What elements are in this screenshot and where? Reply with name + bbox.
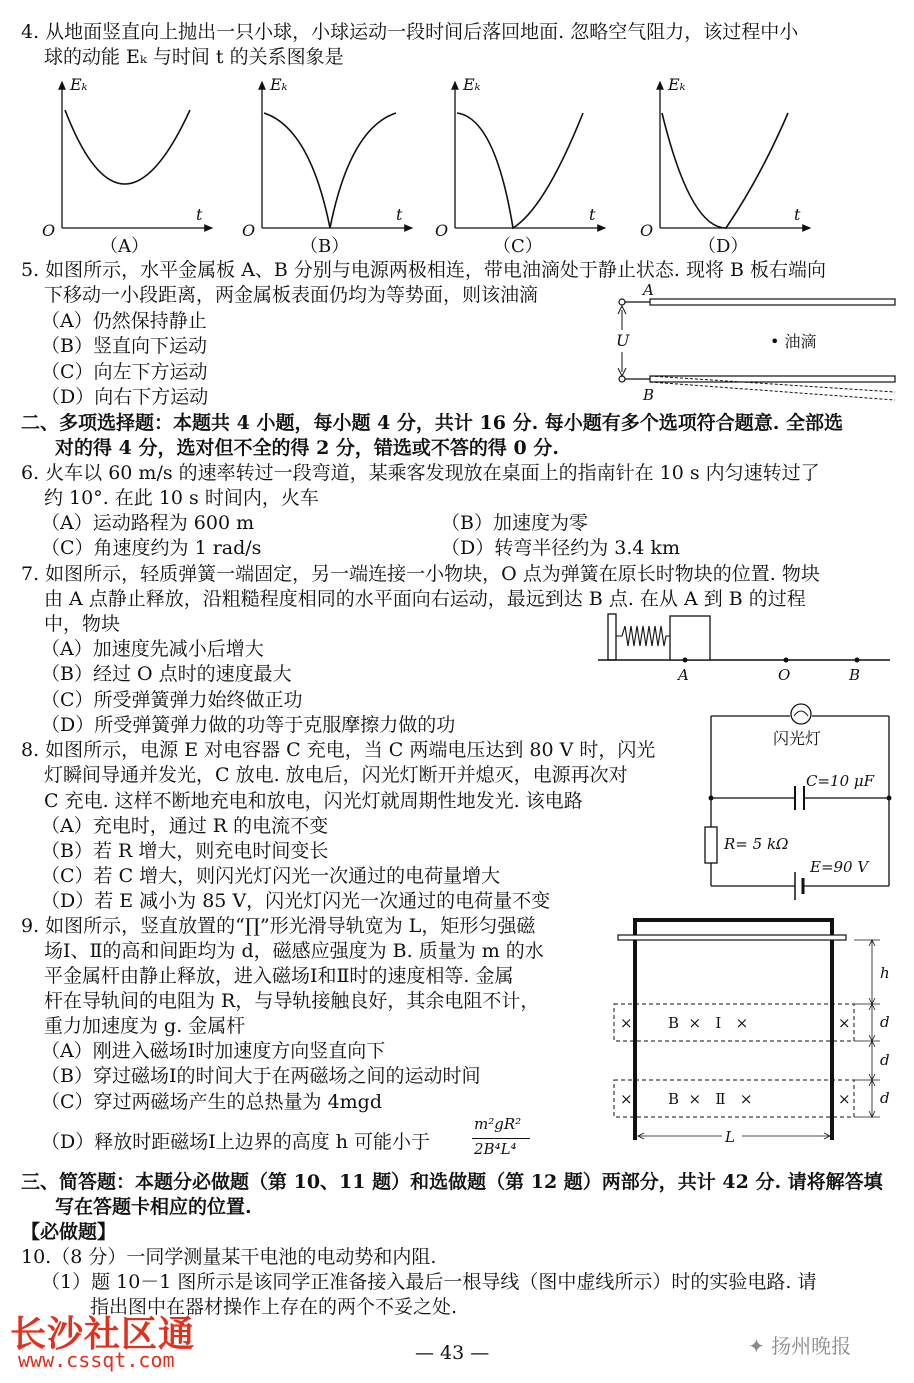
q4-graph-label: （B） — [300, 236, 350, 257]
q6-stem-line2: 约 10°. 在此 10 s 时间内，火车 — [44, 487, 319, 509]
q8-res-label: R= 5 kΩ — [724, 835, 789, 853]
q8-stem-line3: C 充电. 这样不断地充电和放电，闪光灯就周期性地发光. 该电路 — [44, 790, 583, 812]
q9-stem-line4: 杆在导轨间的电阻为 R，与导轨接触良好，其余电阻不计， — [44, 990, 540, 1012]
q4-x-label: t — [589, 205, 596, 224]
q4-y-label: Eₖ — [70, 75, 88, 94]
q4-graph-c — [435, 75, 605, 257]
q8-emf-label: E=90 V — [810, 858, 869, 876]
q5-stem-line1: 5. 如图所示，水平金属板 A、B 分别与电源两极相连，带电油滴处于静止状态. 现将 B 板右端向 — [21, 259, 827, 281]
q4-curve — [65, 110, 190, 184]
q9-option-a: （A）刚进入磁场Ⅰ时加速度方向竖直向下 — [41, 1040, 386, 1062]
section3-heading-line2: 写在答题卡相应的位置. — [55, 1196, 252, 1218]
q8-option-b: （B）若 R 增大，则充电时间变长 — [41, 840, 329, 862]
q9-fraction-bar — [472, 1138, 530, 1139]
q7-option-b: （B）经过 O 点时的速度最大 — [41, 663, 292, 685]
section3-heading-line1: 三、简答题：本题分必做题（第 10、11 题）和选做题（第 12 题）两部分，共计 42 分. 请将解答填 — [21, 1171, 883, 1193]
q4-origin-label: O — [640, 221, 654, 240]
q5-option-b: （B）竖直向下运动 — [41, 335, 207, 357]
q5-label-a: A — [643, 281, 654, 299]
q10-line1: 10.（8 分）一同学测量某干电池的电动势和内阻. — [21, 1246, 437, 1268]
q9-option-d: （D）释放时距磁场Ⅰ上边界的高度 h 可能小于 — [41, 1131, 431, 1153]
q9-stem-line5: 重力加速度为 g. 金属杆 — [44, 1015, 246, 1037]
q4-graph-label: （D） — [698, 236, 749, 257]
q4-stem-line1: 4. 从地面竖直向上抛出一只小球，小球运动一段时间后落回地面. 忽略空气阻力，该过程中小 — [21, 21, 799, 43]
q9-stem-line2: 场Ⅰ、Ⅱ的高和间距均为 d，磁感应强度为 B. 质量为 m 的水 — [44, 940, 544, 962]
q4-x-label: t — [396, 205, 403, 224]
q6-option-d: （D）转弯半径约为 3.4 km — [441, 537, 681, 559]
q7-label-b: B — [849, 666, 861, 684]
q4-curve — [457, 113, 583, 228]
q7-spring-figure — [598, 612, 898, 687]
q5-option-a: （A）仍然保持静止 — [41, 310, 207, 332]
q4-graph-label: （A） — [100, 236, 149, 257]
q9-field1-left-cross: × — [620, 1014, 633, 1032]
q9-field2-right-cross: × — [838, 1090, 851, 1108]
q7-option-a: （A）加速度先减小后增大 — [41, 638, 264, 660]
q5-option-c: （C）向左下方运动 — [41, 361, 208, 383]
watermark-url: www.cssqt.com — [18, 1348, 175, 1372]
q9-dim-d3: d — [880, 1089, 890, 1107]
q7-option-d: （D）所受弹簧弹力做的功等于克服摩擦力做的功 — [41, 714, 456, 736]
q4-graphs — [0, 0, 914, 260]
q8-lamp-label: 闪光灯 — [773, 729, 822, 748]
q9-field2-label: B × Ⅱ × — [668, 1090, 753, 1108]
page-number: — 43 — — [415, 1342, 490, 1364]
watermark-source — [748, 1330, 851, 1359]
wechat-icon: ✦ — [748, 1334, 765, 1358]
q5-option-d: （D）向右下方运动 — [41, 386, 209, 408]
q9-option-c: （C）穿过两磁场产生的总热量为 4mgd — [41, 1091, 383, 1113]
q4-graph-label: （C） — [493, 236, 543, 257]
q6-option-c: （C）角速度约为 1 rad/s — [41, 537, 262, 559]
q4-origin-label: O — [242, 221, 256, 240]
q5-label-b: B — [643, 386, 655, 404]
q10-line2: （1）题 10－1 图所示是该同学正准备接入最后一根导线（图中虚线所示）时的实验电路. 请 — [41, 1271, 817, 1293]
q6-option-b: （B）加速度为零 — [441, 512, 588, 534]
q9-field2-left-cross: × — [620, 1090, 633, 1108]
q9-dim-h: h — [880, 964, 890, 982]
q5-capacitor-figure — [610, 281, 910, 404]
q9-rail-figure — [610, 912, 900, 1152]
q9-field1-label: B × Ⅰ × — [668, 1014, 749, 1032]
q4-stem-line2: 球的动能 Eₖ 与时间 t 的关系图象是 — [44, 46, 344, 68]
q9-option-b: （B）穿过磁场Ⅰ的时间大于在两磁场之间的运动时间 — [41, 1065, 481, 1087]
q7-stem-line2: 由 A 点静止释放，沿粗糙程度相同的水平面向右运动，最远到达 B 点. 在从 A 到 B 的过程 — [44, 588, 806, 610]
q4-curve — [662, 113, 788, 228]
q9-stem-line3: 平金属杆由静止释放，进入磁场Ⅰ和Ⅱ时的速度相等. 金属 — [44, 965, 514, 987]
q9-dim-l: L — [725, 1128, 735, 1146]
q9-dim-d1: d — [880, 1013, 890, 1031]
q4-y-label: Eₖ — [463, 75, 481, 94]
q9-dim-d2: d — [880, 1051, 890, 1069]
q5-oil-drop: • 油滴 — [770, 332, 817, 351]
q10-line3: 指出图中在器材操作上存在的两个不妥之处. — [90, 1296, 458, 1318]
q9-field1-right-cross: × — [838, 1014, 851, 1032]
q4-x-label: t — [794, 205, 801, 224]
q4-curve — [264, 113, 396, 228]
q8-option-c: （C）若 C 增大，则闪光灯闪光一次通过的电荷量增大 — [41, 865, 501, 887]
q4-origin-label: O — [42, 221, 56, 240]
q8-option-d: （D）若 E 减小为 85 V，闪光灯闪光一次通过的电荷量不变 — [41, 890, 551, 912]
q5-label-u: U — [616, 331, 630, 350]
section2-heading-line2: 对的得 4 分，选对但不全的得 2 分，错选或不答的得 0 分. — [55, 437, 559, 459]
q8-option-a: （A）充电时，通过 R 的电流不变 — [41, 815, 329, 837]
q7-label-o: O — [778, 666, 791, 684]
q8-circuit-figure — [700, 700, 900, 890]
q4-y-label: Eₖ — [668, 75, 686, 94]
q5-stem-line2: 下移动一小段距离，两金属板表面仍均为等势面，则该油滴 — [44, 284, 539, 306]
watermark-source-text: 扬州晚报 — [771, 1334, 852, 1358]
section2-heading-line1: 二、多项选择题：本题共 4 小题，每小题 4 分，共计 16 分. 每小题有多个选项符合题意. 全部选 — [21, 412, 844, 434]
q7-stem-line1: 7. 如图所示，轻质弹簧一端固定，另一端连接一小物块，O 点为弹簧在原长时物块的位置. 物块 — [21, 563, 820, 585]
q4-y-label: Eₖ — [270, 75, 288, 94]
q6-stem-line1: 6. 火车以 60 m/s 的速率转过一段弯道，某乘客发现放在桌面上的指南针在 10 s 内匀速转过了 — [21, 462, 820, 484]
watermark-logo-text: 长沙社区通 — [10, 1314, 196, 1355]
q7-stem-line3: 中，物块 — [44, 613, 121, 635]
q7-option-c: （C）所受弹簧弹力始终做正功 — [41, 689, 303, 711]
q4-graph-a — [42, 75, 212, 257]
q4-origin-label: O — [435, 221, 449, 240]
q4-graph-d — [640, 75, 810, 257]
q4-graph-b — [242, 75, 412, 257]
q7-label-a: A — [678, 666, 689, 684]
q9-fraction-numerator: m²gR² — [474, 1115, 522, 1133]
q9-stem-line1: 9. 如图所示，竖直放置的“∏”形光滑导轨宽为 L，矩形匀强磁 — [21, 915, 536, 937]
q8-stem-line2: 灯瞬间导通并发光，C 放电. 放电后，闪光灯断开并熄灭，电源再次对 — [44, 764, 628, 786]
q8-stem-line1: 8. 如图所示，电源 E 对电容器 C 充电，当 C 两端电压达到 80 V 时，闪光 — [21, 739, 656, 761]
q4-x-label: t — [196, 205, 203, 224]
required-heading: 【必做题】 — [21, 1221, 117, 1243]
q6-option-a: （A）运动路程为 600 m — [41, 512, 255, 534]
q9-fraction-denominator: 2B⁴L⁴ — [474, 1140, 517, 1158]
q8-cap-label: C=10 μF — [806, 772, 875, 790]
